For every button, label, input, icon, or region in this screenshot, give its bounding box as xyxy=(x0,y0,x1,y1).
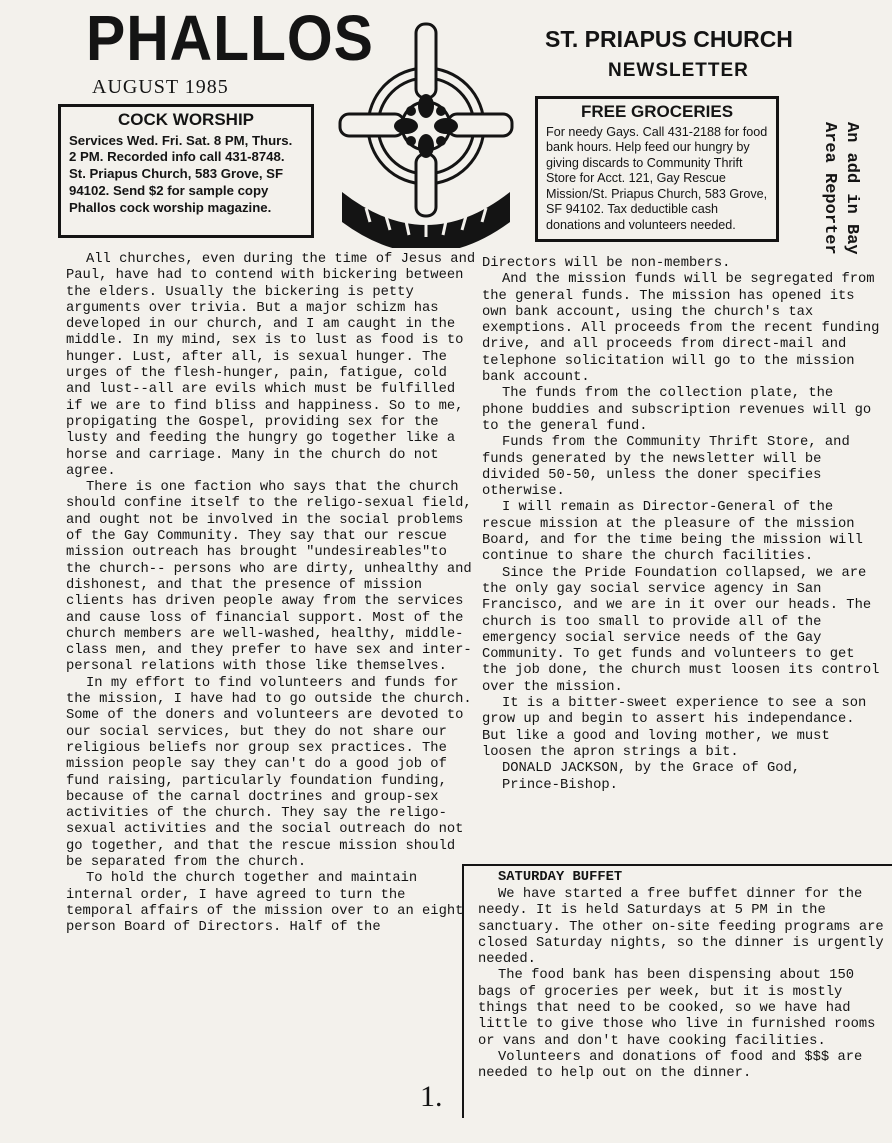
free-groceries-box xyxy=(535,96,779,242)
article-paragraph: In my effort to find volunteers and funds for the mission, I have had to go outside the church. Some of the doners and volunteers are devoted to our social services, but they do not share our religious beliefs nor group sex practices. The mission people say they can't do a good job of fund raising, particularly foundation funding, because of the carnal doctrines and group-sex activities of the church. They say the religo-sexual activities and the social outreach do not go together, and that the rescue mission should be separated from the church. xyxy=(66,675,472,870)
worship-heading: COCK WORSHIP xyxy=(118,110,254,129)
side-note: An add in Bay Area Reporter xyxy=(820,122,861,255)
newsletter-label: NEWSLETTER xyxy=(608,60,749,81)
article-paragraph: Directors will be non-members. xyxy=(482,256,731,271)
article-paragraph: All churches, even during the time of Jesus and Paul, have had to contend with bickering between the elders. Usually the bickering is petty arguments over trivia. But a major schizm has developed in our church, and I am caught in the middle. In my mind, sex is to lust as food is to hunger. Lust, after all, is sexual hunger. The urges of the flesh-hunger, pain, fatigue, cold and lust--all are evils which must be fulfilled if we are to find bliss and happiness. So to me, propigating the Gospel, providing sex for the lusty and feeding the hungry go together like a horse and carriage. Many in the church do not agree. xyxy=(66,252,476,479)
groceries-body: For needy Gays. Call 431-2188 for food bank hours. Help feed our hungry by giving discards to Community Thrift Store for Acct. 121, Gay Rescue Mission/St. Priapus Church, 583 Grove, SF 94102. Tax deductible cash donations and volunteers needed. xyxy=(546,124,768,232)
signature-title: Prince-Bishop. xyxy=(502,777,618,793)
article-paragraph: To hold the church together and maintain internal order, I have agreed to turn the temporal affairs of the mission over to an eight person Board of Directors. Half of the xyxy=(66,871,464,936)
masthead-title: PHALLOS xyxy=(86,2,374,74)
article-paragraph: Funds from the Community Thrift Store, and funds generated by the newsletter will be divided 50-50, unless the doner specifies otherwise. xyxy=(482,435,850,500)
issue-date: AUGUST 1985 xyxy=(92,76,229,98)
article-paragraph: Since the Pride Foundation collapsed, we are the only gay social service agency in San Francisco, and we are in it over our heads. The church is too small to provide all of the emergency social service needs of the Gay Community. To get funds and volunteers to get the job done, the church must loosen its control over the mission. xyxy=(482,565,880,695)
church-emblem-icon xyxy=(336,22,516,248)
article-paragraph: There is one faction who says that the church should confine itself to the religo-sexual field, and ought not be involved in the social problems of the Gay Community. They say that our rescue mission outreach has brought "undesireables"to the church-- persons who are dirty, unhealthy and dishonest, and that the presence of mission clients has driven people away from the services and cause loss of financial support. Most of the church members are well-washed, healthy, middle-class men, and they prefer to have sex and inter-personal relations with those like themselves. xyxy=(66,480,472,675)
buffet-paragraph: We have started a free buffet dinner for the needy. It is held Saturdays at 5 PM in the sanctuary. The other on-site feeding programs are closed Saturday nights, so the dinner is urgently needed. xyxy=(478,887,884,968)
church-name: ST. PRIAPUS CHURCH xyxy=(545,26,793,52)
article-paragraph: It is a bitter-sweet experience to see a son grow up and begin to assert his independance. But like a good and loving mother, we must loosen the apron strings a bit. xyxy=(482,696,867,760)
worship-body: Services Wed. Fri. Sat. 8 PM, Thurs. 2 PM. Recorded info call 431-8748. St. Priapus Church, 583 Grove, SF 94102. Send $2 for sample copy Phallos cock worship magazine. xyxy=(69,132,293,215)
article-paragraph: And the mission funds will be segregated from the general funds. The mission has opened its own bank account, using the church's tax exemptions. All proceeds from the recent funding drive, and all proceeds from direct-mail and telephone solicitation will go to the mission bank account. xyxy=(482,272,880,386)
saturday-buffet-box xyxy=(462,866,890,1118)
signature-line: DONALD JACKSON, by the Grace of God, xyxy=(502,761,801,777)
buffet-paragraph: Volunteers and donations of food and $$$ are needed to help out on the dinner. xyxy=(478,1049,863,1082)
groceries-heading: FREE GROCERIES xyxy=(580,102,734,121)
page-number: 1. xyxy=(420,1080,443,1113)
article-left-column xyxy=(66,252,476,936)
buffet-paragraph: The food bank has been dispensing about 150 bags of groceries per week, but it is mostly things that need to be cooked, so we have had little to give those who live in furnished rooms or vans and don't have cooking facilities. xyxy=(478,968,876,1049)
buffet-heading: SATURDAY BUFFET xyxy=(498,870,623,885)
article-paragraph: I will remain as Director-General of the rescue mission at the pleasure of the mission Board, and for the time being the mission will continue to share the church facilities. xyxy=(482,500,863,565)
article-paragraph: The funds from the collection plate, the phone buddies and subscription revenues will go to the general fund. xyxy=(482,386,872,434)
cock-worship-box xyxy=(58,104,314,238)
article-right-column xyxy=(482,256,882,794)
